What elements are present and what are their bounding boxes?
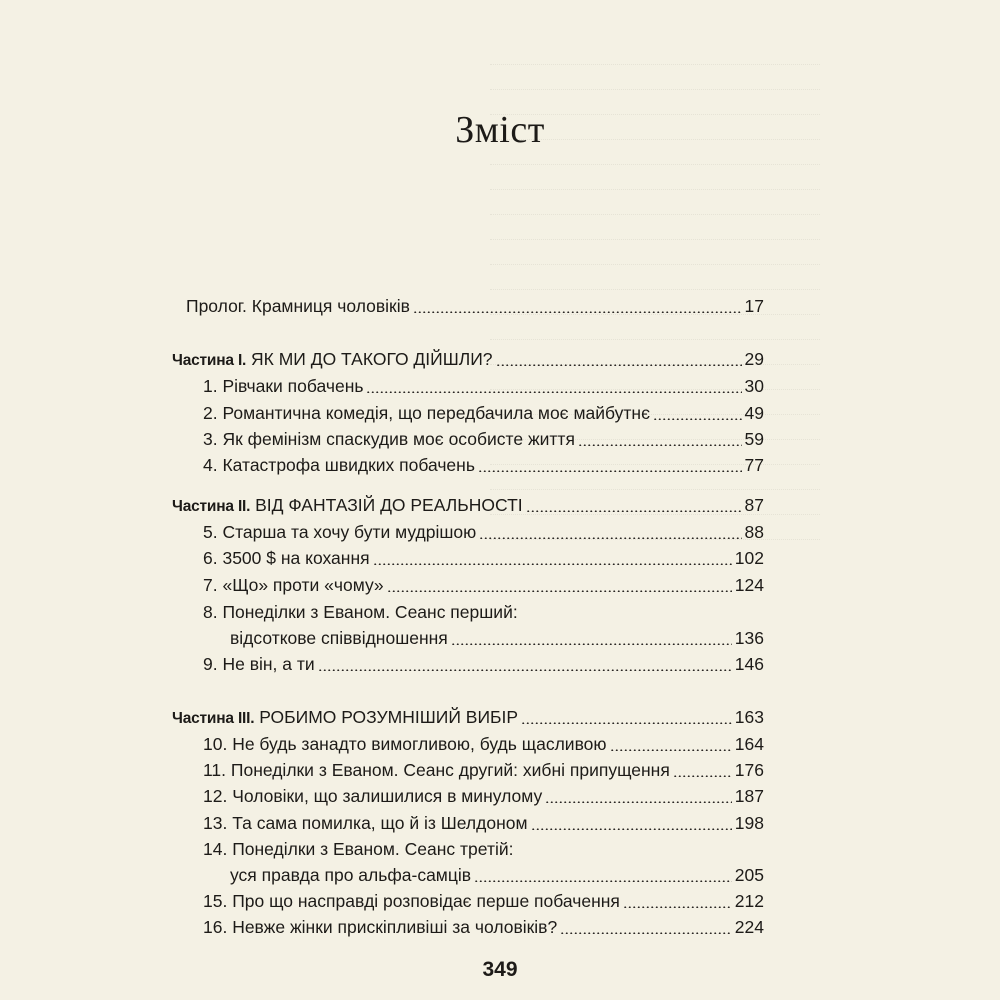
toc-entry: [172, 373, 764, 399]
toc-entry-page: 187: [734, 786, 764, 806]
toc-entry-page: 88: [744, 522, 764, 542]
toc-entry-page: 59: [744, 429, 764, 449]
leader-dots: [521, 722, 732, 724]
toc-entry: [172, 731, 764, 757]
leader-dots: [373, 563, 732, 565]
toc-entry-page: 29: [744, 349, 764, 369]
toc-entry: [172, 519, 764, 545]
toc-entry-continuation: [172, 625, 764, 651]
leader-dots: [545, 801, 732, 803]
leader-dots: [673, 775, 732, 777]
toc-entry-page: 146: [734, 654, 764, 674]
toc-entry-label: 2. Романтична комедія, що передбачила моє майбутнє: [203, 403, 651, 423]
toc-entry: [172, 888, 764, 914]
part-label: Частина II.: [172, 498, 251, 515]
toc-entry-label: Частина I. ЯК МИ ДО ТАКОГО ДІЙШЛИ?: [172, 349, 493, 369]
toc-entry-label: 1. Рівчаки побачень: [203, 376, 364, 396]
toc-entry-label: 13. Та сама помилка, що й із Шелдоном: [203, 813, 528, 833]
toc-entry-continuation: [172, 862, 764, 888]
leader-dots: [479, 537, 741, 539]
toc-entry-label: 14. Понеділки з Еваном. Сеанс третій:: [203, 839, 514, 859]
toc-entry-label: 5. Старша та хочу бути мудрішою: [203, 522, 477, 542]
toc-entry-page: 224: [734, 917, 764, 937]
leader-dots: [531, 828, 732, 830]
toc-entry-label: 11. Понеділки з Еваном. Сеанс другий: хибні припущення: [203, 760, 670, 780]
toc-part-heading: [172, 346, 764, 372]
toc-entry-page: 102: [734, 548, 764, 568]
toc-entry-label: Частина III. РОБИМО РОЗУМНІШИЙ ВИБІР: [172, 707, 519, 727]
toc-entry-prologue: [172, 293, 764, 319]
toc-entry: [172, 599, 764, 625]
leader-dots: [474, 880, 732, 882]
leader-dots: [478, 470, 742, 472]
toc-entry: [172, 757, 764, 783]
toc-entry-label: 10. Не будь занадто вимогливою, будь щасливою: [203, 734, 607, 754]
toc-entry-label: 6. 3500 $ на кохання: [203, 548, 370, 568]
toc-entry: [172, 400, 764, 426]
toc-entry-page: 17: [744, 296, 764, 316]
toc-entry-page: 87: [744, 495, 764, 515]
toc-entry: [172, 452, 764, 478]
toc-entry-label: 8. Понеділки з Еваном. Сеанс перший:: [203, 602, 518, 622]
toc-entry-page: 49: [744, 403, 764, 423]
toc-entry-label: 16. Невже жінки прискіпливіші за чоловіків?: [203, 917, 558, 937]
toc-entry-label: 3. Як фемінізм спаскудив моє особисте життя: [203, 429, 575, 449]
toc-part-heading: [172, 704, 764, 730]
toc-entry: [172, 572, 764, 598]
leader-dots: [610, 749, 732, 751]
toc-entry-label: 12. Чоловіки, що залишилися в минулому: [203, 786, 543, 806]
toc-entry: [172, 651, 764, 677]
leader-dots: [560, 932, 732, 934]
toc-entry-label: уся правда про альфа-самців: [230, 865, 472, 885]
toc-entry-label: 7. «Що» проти «чому»: [203, 575, 384, 595]
toc-entry: [172, 426, 764, 452]
page-title: Зміст: [455, 109, 545, 151]
part-label: Частина III.: [172, 710, 255, 727]
toc-entry: [172, 545, 764, 571]
toc-entry: [172, 836, 764, 862]
page-number: 349: [482, 958, 518, 981]
toc-entry-label: Пролог. Крамниця чоловіків: [186, 296, 410, 316]
toc-entry-page: 77: [744, 455, 764, 475]
toc-entry-label: 15. Про що насправді розповідає перше побачення: [203, 891, 620, 911]
toc-entry-page: 198: [734, 813, 764, 833]
toc-entry-page: 212: [734, 891, 764, 911]
leader-dots: [318, 669, 732, 671]
toc-part-heading: [172, 492, 764, 518]
toc-entry-page: 136: [734, 628, 764, 648]
leader-dots: [653, 418, 742, 420]
toc-entry-page: 163: [734, 707, 764, 727]
toc-entry: [172, 783, 764, 809]
toc-entry-page: 205: [734, 865, 764, 885]
toc-entry: [172, 914, 764, 940]
toc-entry-label: Частина II. ВІД ФАНТАЗІЙ ДО РЕАЛЬНОСТІ: [172, 495, 523, 515]
leader-dots: [623, 906, 732, 908]
leader-dots: [578, 444, 742, 446]
part-label: Частина I.: [172, 352, 247, 369]
toc-entry-label: 9. Не він, а ти: [203, 654, 315, 674]
leader-dots: [387, 590, 732, 592]
toc-entry-page: 176: [734, 760, 764, 780]
toc-entry-label: 4. Катастрофа швидких побачень: [203, 455, 475, 475]
toc-entry-page: 164: [734, 734, 764, 754]
leader-dots: [496, 364, 742, 366]
leader-dots: [451, 643, 732, 645]
toc-entry: [172, 810, 764, 836]
toc-entry-label: відсоткове співвідношення: [230, 628, 448, 648]
toc-entry-page: 30: [744, 376, 764, 396]
leader-dots: [526, 510, 742, 512]
leader-dots: [413, 311, 742, 313]
leader-dots: [366, 391, 741, 393]
toc-entry-page: 124: [734, 575, 764, 595]
